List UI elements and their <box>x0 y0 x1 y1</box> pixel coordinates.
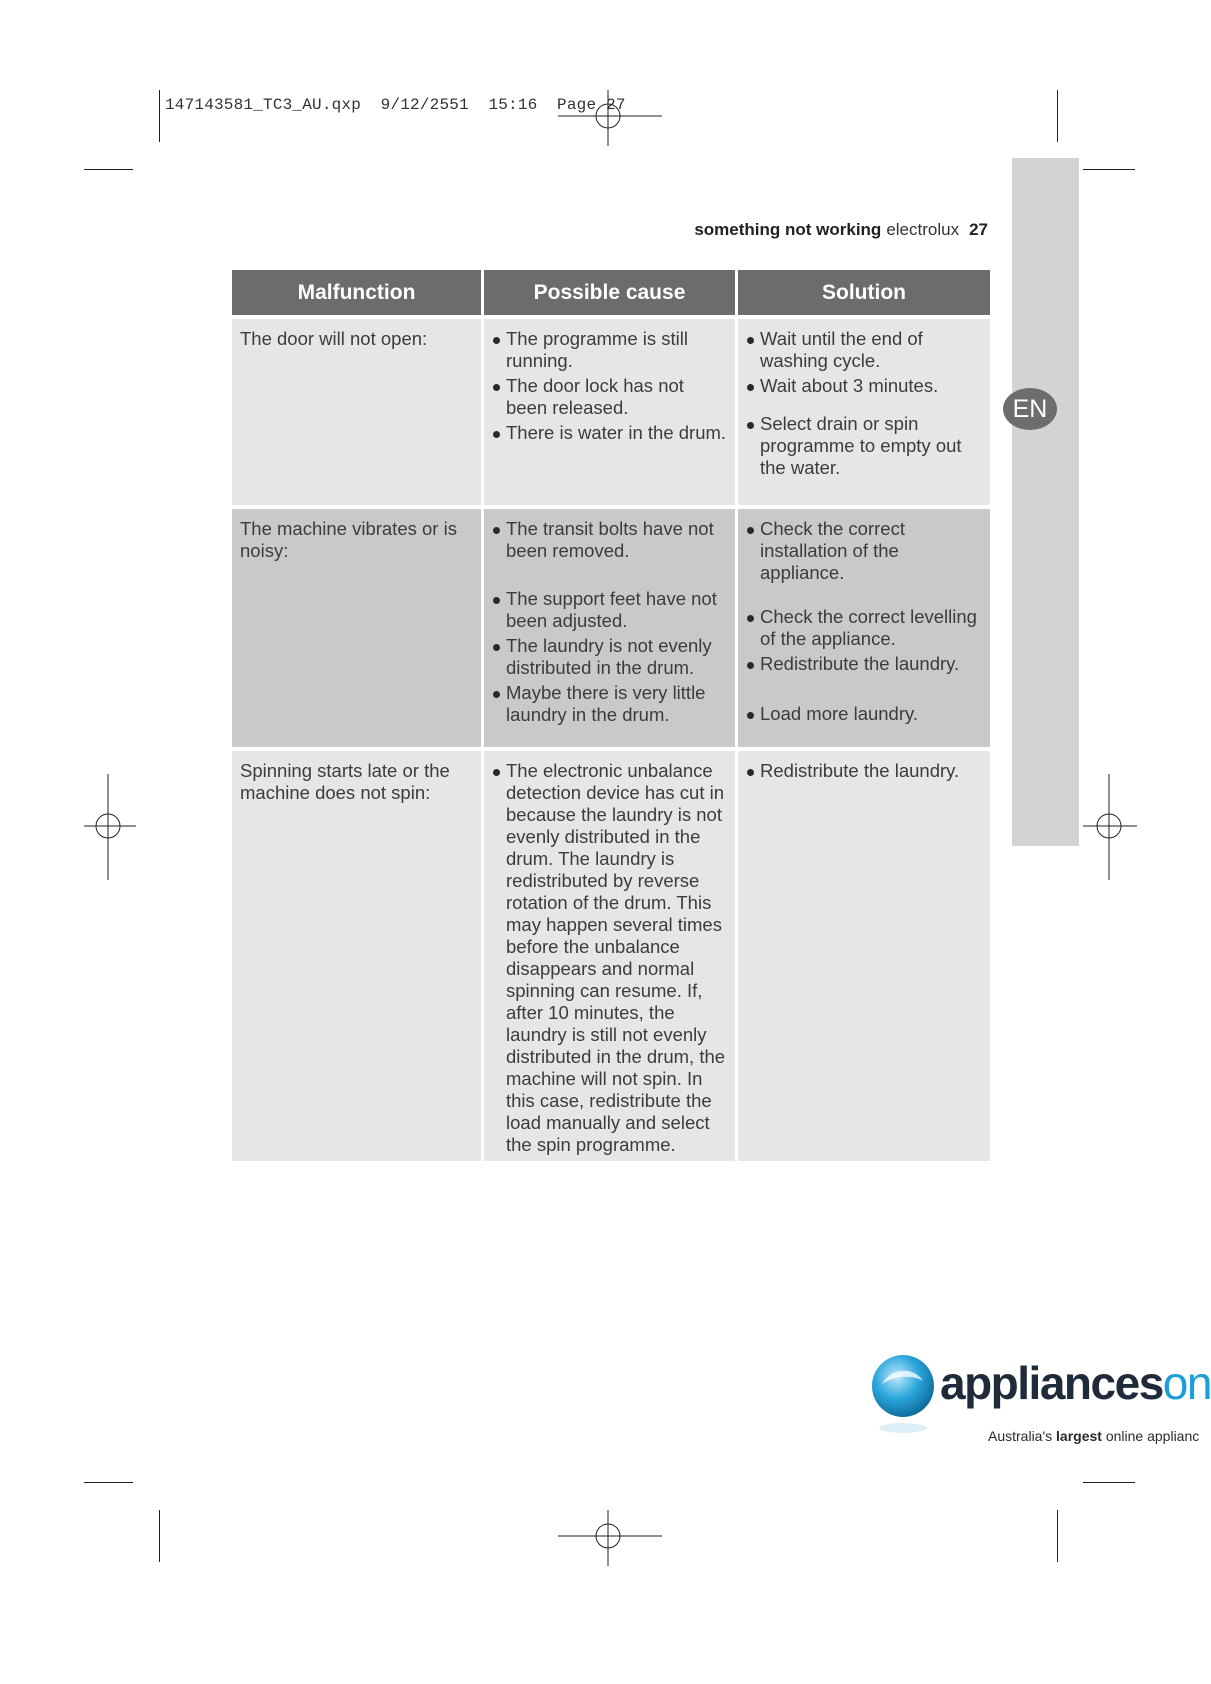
crop-mark <box>1057 90 1058 142</box>
cause-item: Maybe there is very little laundry in the drum. <box>492 682 729 726</box>
table-header-row <box>232 270 990 315</box>
cause-cell <box>484 509 735 747</box>
crop-mark <box>84 169 133 170</box>
cause-item: The laundry is not evenly distributed in the drum. <box>492 635 729 679</box>
crop-mark <box>159 1510 160 1562</box>
solution-item: Wait until the end of washing cycle. <box>746 328 984 372</box>
solution-item: Redistribute the laundry. <box>746 760 984 782</box>
cause-cell <box>484 751 735 1161</box>
header-solution: Solution <box>738 270 990 315</box>
crop-mark <box>159 90 160 142</box>
page-number: 27 <box>969 220 988 239</box>
malfunction-text: The door will not open: <box>240 328 428 349</box>
header-possible-cause: Possible cause <box>484 270 735 315</box>
solution-cell <box>738 751 990 1161</box>
cause-item: The transit bolts have not been removed. <box>492 518 729 562</box>
brand-name: electrolux <box>886 220 960 239</box>
solution-item: Load more laundry. <box>746 703 984 725</box>
logo-tagline: Australia's largest online applianc <box>988 1428 1200 1444</box>
malfunction-cell <box>232 751 481 1161</box>
print-slug: 147143581_TC3_AU.qxp 9/12/2551 15:16 Page 27 <box>165 96 626 114</box>
malfunction-cell <box>232 509 481 747</box>
appliances-online-logo <box>868 1348 1211 1448</box>
section-title: something not working <box>694 220 882 239</box>
malfunction-cell <box>232 319 481 505</box>
solution-item: Select drain or spin programme to empty out the water. <box>746 413 984 479</box>
language-badge: EN <box>1003 388 1057 430</box>
table-row <box>232 509 990 747</box>
logo-wordmark: applianceson <box>940 1357 1211 1409</box>
cause-item: There is water in the drum. <box>492 422 729 444</box>
registration-mark-left <box>84 774 136 880</box>
registration-mark-bottom <box>558 1510 662 1566</box>
solution-item: Wait about 3 minutes. <box>746 375 984 397</box>
solution-item: Check the correct installation of the appliance. <box>746 518 984 584</box>
header-malfunction: Malfunction <box>232 270 481 315</box>
side-tab <box>1012 158 1079 846</box>
crop-mark <box>1083 169 1135 170</box>
table-row <box>232 751 990 1161</box>
crop-mark <box>1083 1482 1135 1483</box>
cause-item: The electronic unbalance detection device has cut in because the laundry is not evenly distributed in the drum. The laundry is redistributed by reverse rotation of the drum. This may happen several times before the unbalance disappears and normal spinning can resume. If, after 10 minutes, the laundry is still not evenly distributed in the drum, the machine will not spin. In this case, redistribute the load manually and select the spin programme. <box>492 760 729 1156</box>
globe-icon <box>868 1348 938 1440</box>
solution-item: Redistribute the laundry. <box>746 653 984 675</box>
registration-mark-right <box>1083 774 1137 880</box>
solution-cell <box>738 319 990 505</box>
solution-cell <box>738 509 990 747</box>
solution-item: Check the correct levelling of the appliance. <box>746 606 984 650</box>
crop-mark <box>1057 1510 1058 1562</box>
malfunction-text: The machine vibrates or is noisy: <box>240 518 457 561</box>
table-row <box>232 319 990 505</box>
malfunction-text: Spinning starts late or the machine does not spin: <box>240 760 450 803</box>
running-head <box>694 220 988 240</box>
cause-cell <box>484 319 735 505</box>
crop-mark <box>84 1482 133 1483</box>
cause-item: The programme is still running. <box>492 328 729 372</box>
registration-mark-top <box>558 90 662 146</box>
troubleshooting-table <box>232 270 990 1161</box>
cause-item: The door lock has not been released. <box>492 375 729 419</box>
cause-item: The support feet have not been adjusted. <box>492 588 729 632</box>
